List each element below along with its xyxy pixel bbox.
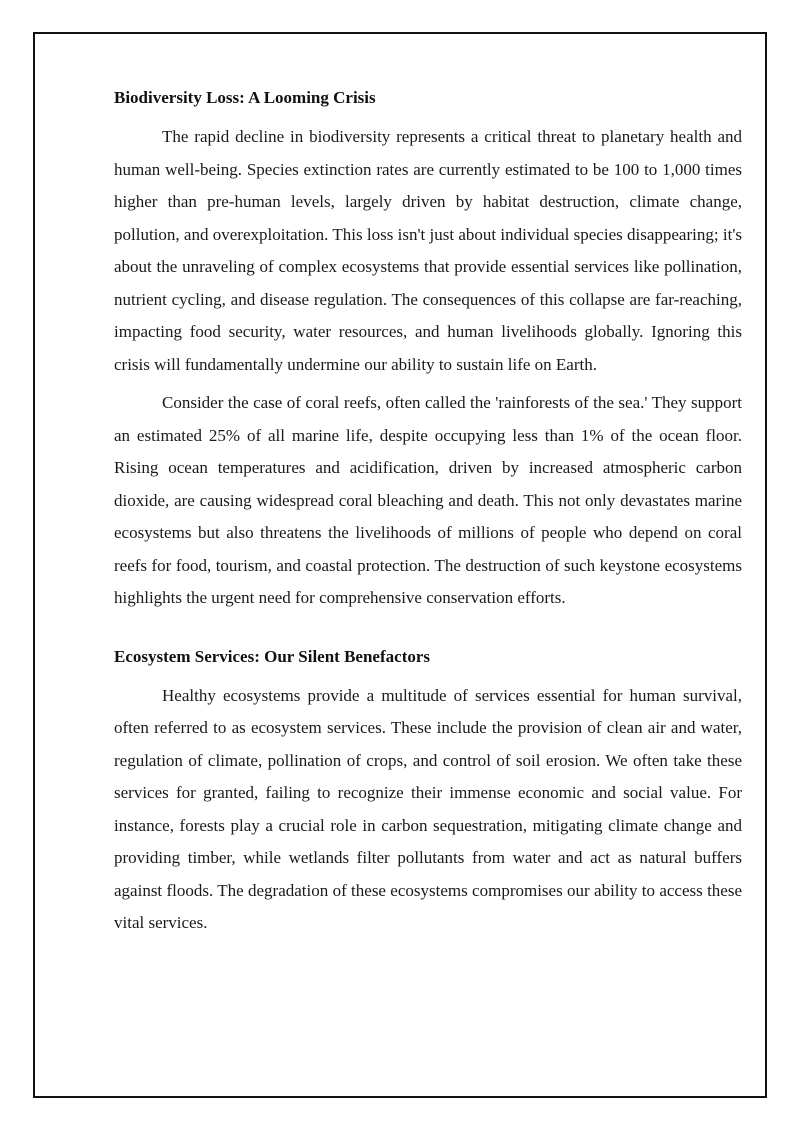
paragraph-biodiversity-decline: The rapid decline in biodiversity represents a critical threat to planetary health and human well-being. Species extinction rates are currently estimated to be 100 to 1,000 times higher than pre-human levels, largely driven by habitat destruction, climate change, pollution, and overexploitation. This loss isn't just about individual species disappearing; it's about the unraveling of complex ecosystems that provide essential services like pollination, nutrient cycling, and disease regulation. The consequences of this collapse are far-reaching, impacting food security, water resources, and human livelihoods globally. Ignoring this crisis will fundamentally undermine our ability to sustain life on Earth. — [114, 127, 742, 374]
section-heading-ecosystem-services: Ecosystem Services: Our Silent Benefactors — [114, 646, 431, 666]
section-heading-biodiversity-loss: Biodiversity Loss: A Looming Crisis — [114, 88, 376, 107]
paragraph-coral-reefs: Consider the case of coral reefs, often called the 'rainforests of the sea.' They support an estimated 25% of all marine life, despite occupying less than 1% of the ocean floor. Rising ocean temperatures and acidification, driven by increased atmospheric carbon dioxide, are causing widespread coral bleaching and death. This not only devastates marine ecosystems but also threatens the livelihoods of millions of people who depend on coral reefs for food, tourism, and coastal protection. The destruction of such keystone ecosystems highlights the urgent need for comprehensive conservation efforts. — [114, 393, 742, 607]
document-body — [114, 86, 742, 946]
paragraph-ecosystem-services: Healthy ecosystems provide a multitude of services essential for human survival, often referred to as ecosystem services. These include the provision of clean air and water, regulation of climate, pollination of crops, and control of soil erosion. We often take these services for granted, failing to recognize their immense economic and social value. For instance, forests play a crucial role in carbon sequestration, mitigating climate change and providing timber, while wetlands filter pollutants from water and act as natural buffers against floods. The degradation of these ecosystems compromises our ability to access these vital services. — [114, 685, 742, 932]
